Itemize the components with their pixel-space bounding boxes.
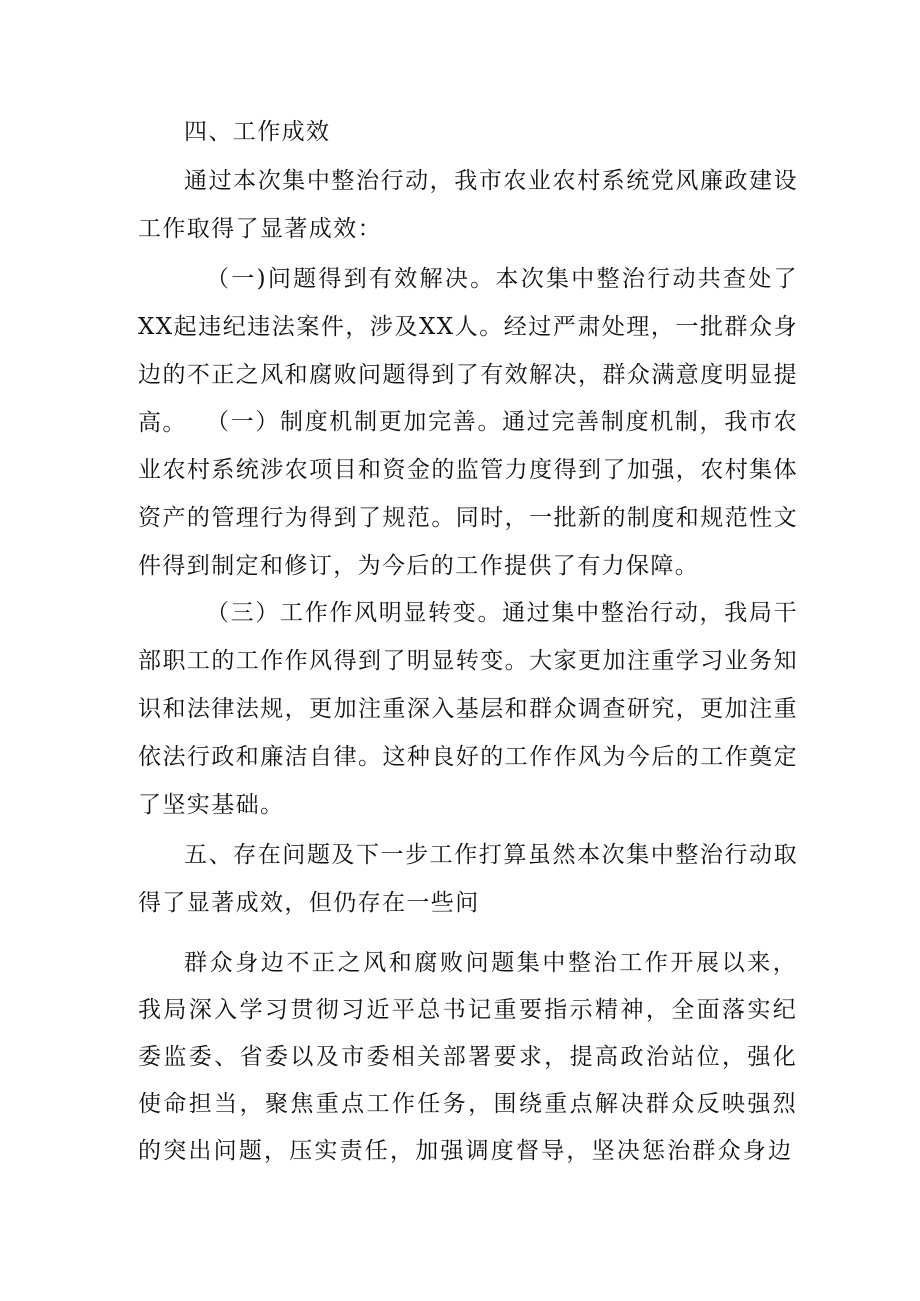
result-item-1: （一)问题得到有效解决。本次集中整治行动共查处了XX起违纪违法案件，涉及XX人。经过严肃处理，一批群众身边的不正之风和腐败问题得到了有效解决，群众满意度明显提高。	[138, 266, 798, 436]
body-paragraph: 群众身边不正之风和腐败问题集中整治工作开展以来，我局深入学习贯彻习近平总书记重要指示精神，全面落实纪委监委、省委以及市委相关部署要求，提高政治站位，强化使命担当，聚焦重点工作任务，围绕重点解决群众反映强烈的突出问题，压实责任，加强调度督导，坚决惩治群众身边	[138, 950, 798, 1164]
section-heading-5: 五、存在问题及下一步工作打算虽然本次集中整治行动取得了显著成效，但仍存在一些问	[138, 842, 798, 916]
intro-paragraph: 通过本次集中整治行动，我市农业农村系统党风廉政建设工作取得了显著成效：	[138, 168, 798, 242]
result-item-3: （三）工作作风明显转变。通过集中整治行动，我局干部职工的工作作风得到了明显转变。大家更加注重学习业务知识和法律法规，更加注重深入基层和群众调查研究，更加注重依法行政和廉洁自律。这种良好的工作作风为今后的工作奠定了坚实基础。	[138, 600, 798, 818]
result-item-2: （一）制度机制更加完善。通过完善制度机制，我市农业农村系统涉农项目和资金的监管力度得到了加强，农村集体资产的管理行为得到了规范。同时，一批新的制度和规范性文件得到制定和修订，为今后的工作提供了有力保障。	[138, 409, 798, 579]
section-heading-4: 四、工作成效	[184, 119, 331, 145]
document-page	[138, 0, 798, 1301]
